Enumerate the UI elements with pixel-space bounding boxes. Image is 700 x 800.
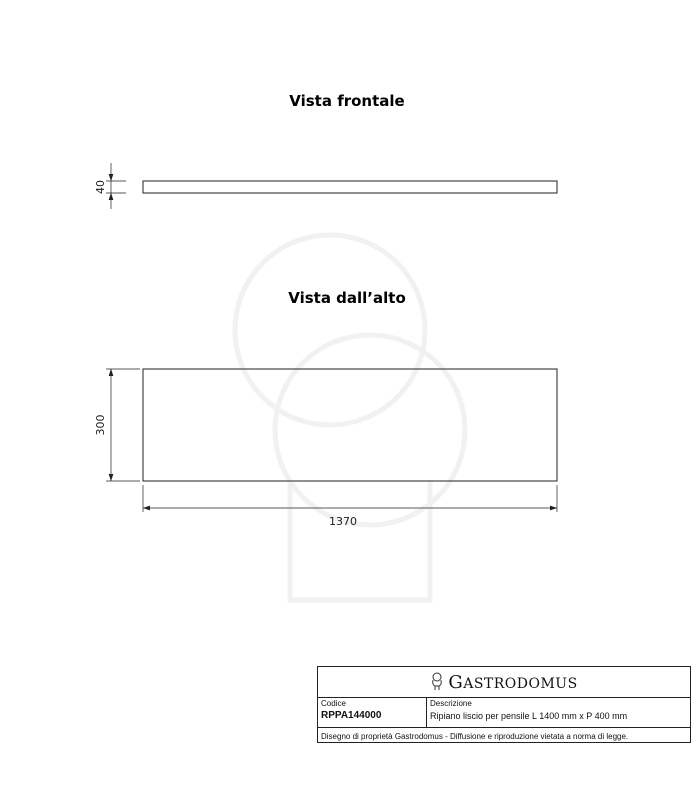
width-label: 1370: [329, 515, 357, 528]
watermark-logo: [235, 235, 465, 600]
description-cell: [427, 698, 690, 727]
front-view-shape: [143, 181, 557, 193]
brand-header: [318, 667, 690, 698]
code-label: Codice: [321, 699, 346, 708]
top-view-title: Vista dall’alto: [288, 289, 406, 307]
front-height-dimension: [106, 163, 126, 209]
title-block: [317, 666, 691, 743]
chef-hat-icon: [430, 672, 444, 692]
front-view-title: Vista frontale: [289, 92, 405, 110]
description-value: Ripiano liscio per pensile L 1400 mm x P 400 mm: [430, 711, 628, 721]
top-depth-label: 300: [94, 414, 107, 436]
front-height-label: 40: [94, 180, 107, 194]
top-depth-dimension: [106, 369, 140, 481]
brand-name: GASTRODOMUS: [448, 671, 578, 693]
code-value: RPPA144000: [321, 710, 382, 721]
width-dimension: [143, 485, 557, 512]
description-label: Descrizione: [430, 699, 472, 708]
code-cell: [318, 698, 427, 727]
code-description-row: [318, 698, 690, 728]
copyright-notice: Disegno di proprietà Gastrodomus - Diffusione e riproduzione vietata a norma di legge.: [321, 732, 629, 741]
